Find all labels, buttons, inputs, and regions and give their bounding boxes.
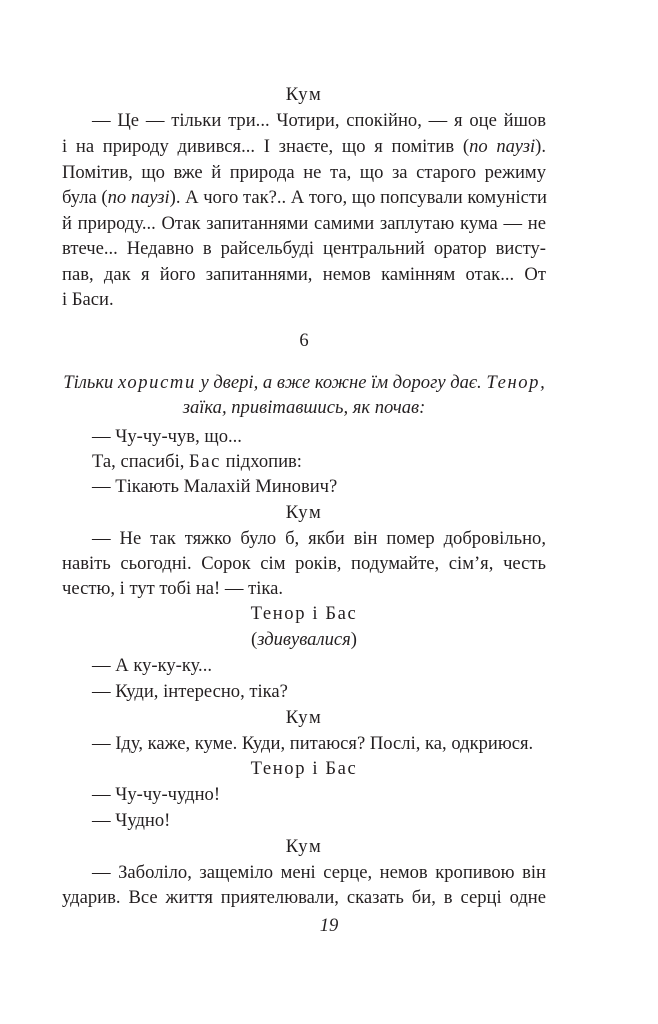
text-segment: , — [540, 372, 545, 393]
text-segment: — Чудно! — [92, 810, 171, 831]
text-segment: Тенор — [486, 372, 541, 393]
text-line — [62, 731, 546, 756]
text-segment: — Іду, каже, куме. Куди, питаюся? Послі, ка, одкриюся. — [92, 733, 534, 754]
text-segment: Тільки — [63, 372, 118, 393]
speaker-name: Кум — [285, 84, 323, 105]
text-line — [62, 885, 546, 910]
text-segment: хористи — [117, 372, 196, 393]
text-line — [62, 808, 546, 833]
text-line — [62, 474, 546, 499]
speaker-name: Бас — [189, 451, 222, 472]
text-line — [62, 576, 546, 601]
text-segment: — Не так тяжко було б, якби він помер добровільно, — [92, 528, 546, 549]
text-line — [62, 236, 546, 261]
speaker-kum-heading — [62, 834, 546, 859]
scene-number-text: 6 — [299, 330, 309, 351]
text-segment: у двері, а вже кожне їм дорогу дає. — [195, 372, 487, 393]
text-segment: честю, і тут тобі на! — тіка. — [62, 578, 284, 599]
stage-direction — [62, 395, 546, 420]
text-segment: — Тікають Малахій Минович? — [92, 476, 338, 497]
text-segment: — Заболіло, защеміло мені серце, немов кропивою він — [92, 862, 546, 883]
scene-number — [62, 328, 546, 353]
text-segment: — А ку-ку-ку... — [92, 655, 212, 676]
speaker-name: Тенор і Бас — [250, 758, 358, 779]
text-line — [62, 211, 546, 236]
text-line — [62, 449, 546, 474]
stage-direction-inline: здивувалися — [257, 629, 351, 650]
text-segment: ). А чого так?.. А того, що попсували комуністи — [169, 187, 547, 208]
text-segment: — Це — тільки три... Чотири, спокійно, — я оце йшов — [92, 110, 546, 131]
speaker-name: Кум — [285, 836, 323, 857]
text-segment: Помітив, що вже й природа не та, що за старого режиму — [62, 162, 546, 183]
text-segment: пав, дак я його запитаннями, немов камінням отак... От — [62, 264, 546, 285]
text-line — [62, 262, 546, 287]
text-line — [62, 424, 546, 449]
text-segment: була ( — [62, 187, 108, 208]
speaker-kum-heading — [62, 705, 546, 730]
stage-direction-inline: по паузі — [107, 187, 170, 208]
text-line — [62, 287, 546, 312]
text-segment: ) — [350, 629, 357, 650]
text-segment: ( — [251, 629, 258, 650]
text-segment: й природу... Отак запитаннями самими заплутаю кума — не — [62, 213, 546, 234]
text-line — [62, 782, 546, 807]
text-segment: — Чу-чу-чув, що... — [92, 426, 242, 447]
speaker-name: Тенор і Бас — [250, 603, 358, 624]
text-segment: Та, спасибі, — [92, 451, 190, 472]
speaker-kum-heading — [62, 500, 546, 525]
speaker-name: Кум — [285, 502, 323, 523]
text-segment: — Куди, інтересно, тіка? — [92, 681, 288, 702]
speaker-kum-heading — [62, 82, 546, 107]
stage-direction — [62, 627, 546, 652]
text-line — [62, 185, 546, 210]
text-segment: навіть сьогодні. Сорок сім років, подумайте, сім’я, честь — [62, 553, 546, 574]
text-line — [62, 860, 546, 885]
page-number: 19 — [319, 915, 339, 936]
text-line — [62, 134, 546, 159]
text-segment: ударив. Все життя приятелювали, сказать би, в серці одне — [62, 887, 546, 908]
speaker-name: Кум — [285, 707, 323, 728]
text-segment: втече... Недавно в райсельбуді центральний оратор висту- — [62, 238, 546, 259]
speaker-tenor-bas-heading — [62, 756, 546, 781]
text-segment: заїка, привітавшись, як почав: — [182, 397, 426, 418]
text-line — [62, 551, 546, 576]
text-segment: підхопив: — [221, 451, 302, 472]
text-segment: ). — [535, 136, 546, 157]
text-line — [62, 108, 546, 133]
text-line — [62, 653, 546, 678]
text-line — [62, 526, 546, 551]
stage-direction-inline: по паузі — [469, 136, 536, 157]
text-segment: і Баси. — [62, 289, 114, 310]
stage-direction — [62, 370, 546, 395]
speaker-tenor-bas-heading — [62, 601, 546, 626]
text-line — [62, 160, 546, 185]
text-segment: і на природу дивився... І знаєте, що я помітив ( — [62, 136, 470, 157]
text-segment: — Чу-чу-чудно! — [92, 784, 221, 805]
text-line — [62, 679, 546, 704]
